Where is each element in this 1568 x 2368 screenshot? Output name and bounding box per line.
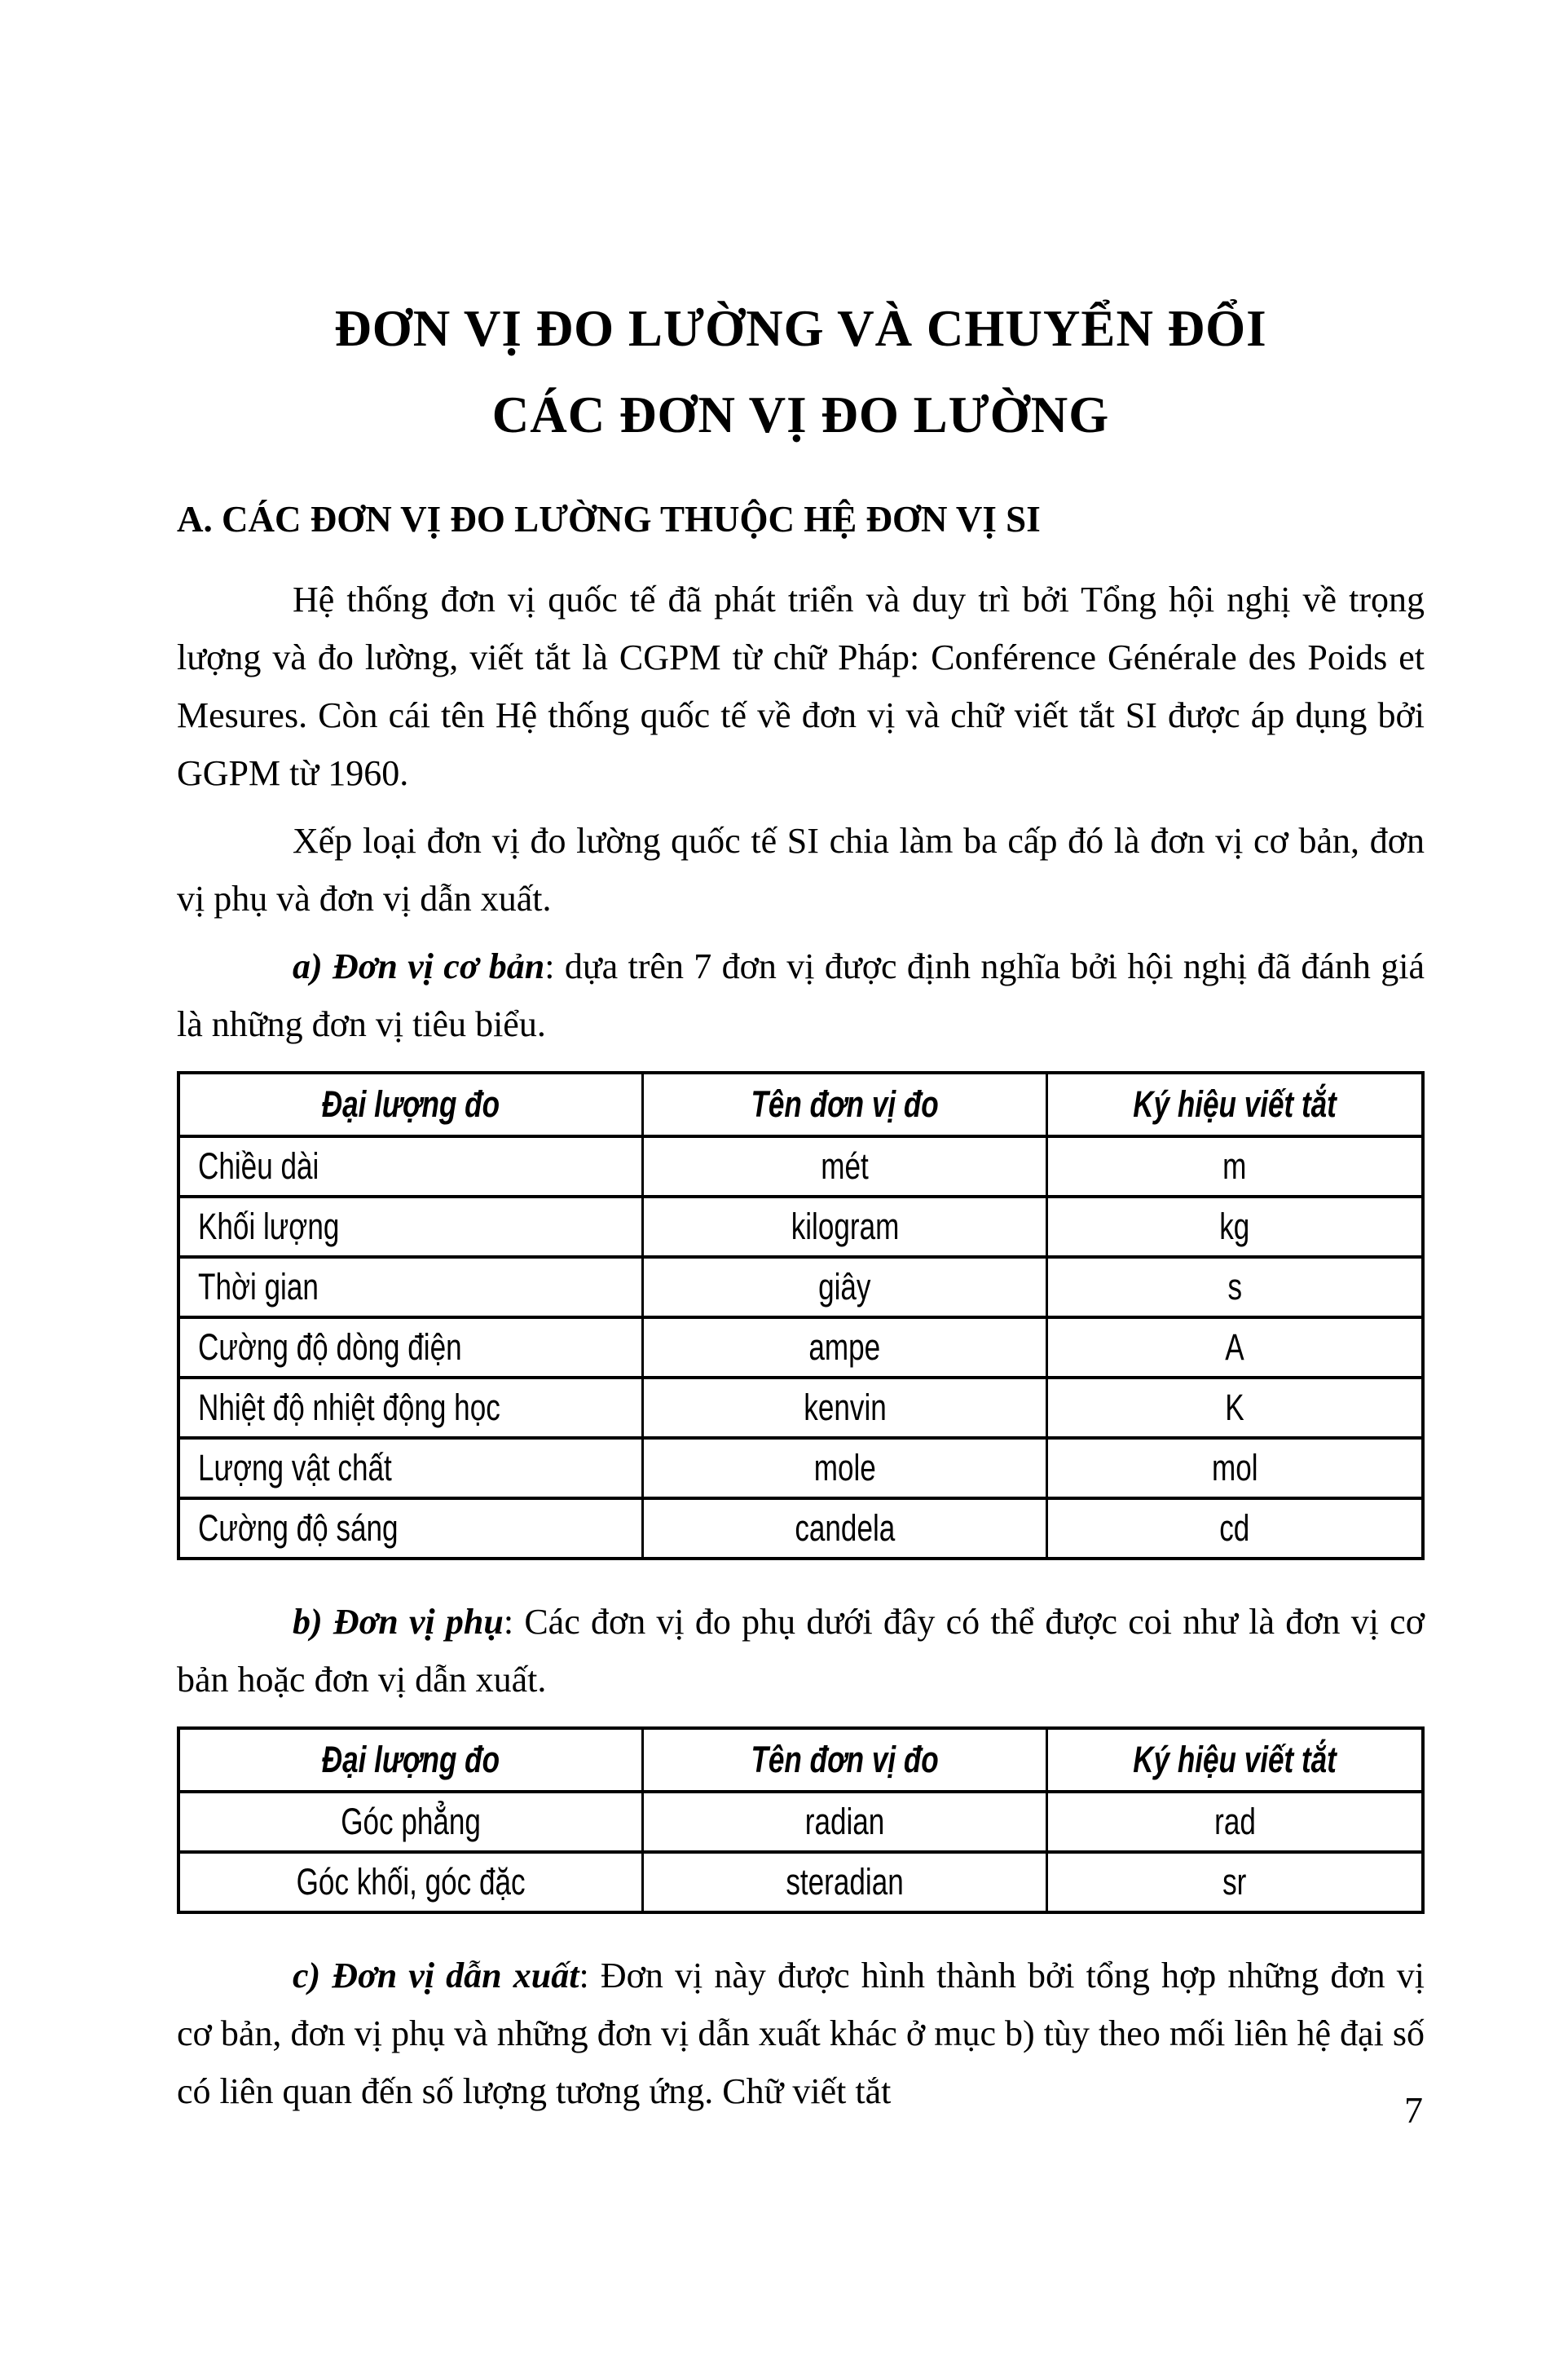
supplementary-units-table-header [178,1728,1423,1792]
cell-symbol: m [1047,1136,1423,1197]
cell-symbol: s [1047,1257,1423,1317]
table-row [178,1378,1423,1438]
cell-quantity: Góc khối, góc đặc [178,1852,643,1912]
cell-symbol: K [1047,1378,1423,1438]
paragraph-item-c [177,1947,1425,2120]
cell-quantity: Cường độ dòng điện [178,1317,643,1378]
table-header-row [178,1073,1423,1136]
cell-quantity: Chiều dài [178,1136,643,1197]
item-b-lead: b) Đơn vị phụ [293,1602,504,1642]
header-symbol: Ký hiệu viết tắt [1047,1073,1423,1136]
cell-symbol: cd [1047,1498,1423,1559]
table-row [178,1438,1423,1498]
paragraph-si-intro: Hệ thống đơn vị quốc tế đã phát triển và duy trì bởi Tổng hội nghị về trọng lượng và đo lường, viết tắt là CGPM từ chữ Pháp: Conférence Générale des Poids et Mesures. Còn cái tên Hệ thống quốc tế về đơn vị và chữ viết tắt SI được áp dụng bởi GGPM từ 1960. [177,580,1425,793]
table-row [178,1792,1423,1852]
table-row [178,1498,1423,1559]
cell-symbol: kg [1047,1197,1423,1257]
table-row [178,1852,1423,1912]
table-row [178,1197,1423,1257]
cell-quantity: Góc phẳng [178,1792,643,1852]
cell-unit-name: mét [643,1136,1047,1197]
header-unit-name: Tên đơn vị đo [643,1728,1047,1792]
cell-symbol: A [1047,1317,1423,1378]
header-unit-name: Tên đơn vị đo [643,1073,1047,1136]
paragraph-item-a [177,937,1425,1053]
cell-unit-name: steradian [643,1852,1047,1912]
table-row [178,1136,1423,1197]
cell-quantity: Lượng vật chất [178,1438,643,1498]
header-quantity: Đại lượng đo [178,1073,643,1136]
cell-unit-name: giây [643,1257,1047,1317]
supplementary-units-table [177,1726,1425,1914]
section-a-heading: A. CÁC ĐƠN VỊ ĐO LƯỜNG THUỘC HỆ ĐƠN VỊ SI [177,499,1041,540]
item-c-text: : Đơn vị này được hình thành bởi tổng hợp những đơn vị cơ bản, đơn vị phụ và những đơn vị dẫn xuất khác ở mục b) tùy theo mối liên hệ đại số có liên quan đến số lượng tương ứng. Chữ viết tắt [177,1956,1425,2111]
item-c-lead: c) Đơn vị dẫn xuất [293,1956,579,1995]
header-quantity: Đại lượng đo [178,1728,643,1792]
cell-unit-name: radian [643,1792,1047,1852]
paragraph-item-b [177,1593,1425,1709]
item-b-text: : Các đơn vị đo phụ dưới đây có thể được coi như là đơn vị cơ bản hoặc đơn vị dẫn xuất. [177,1602,1425,1700]
cell-unit-name: candela [643,1498,1047,1559]
page-title-line1: ĐƠN VỊ ĐO LƯỜNG VÀ CHUYỂN ĐỔI [334,300,1267,357]
cell-quantity: Cường độ sáng [178,1498,643,1559]
cell-unit-name: ampe [643,1317,1047,1378]
cell-symbol: sr [1047,1852,1423,1912]
cell-quantity: Khối lượng [178,1197,643,1257]
table-row [178,1257,1423,1317]
page-content [177,0,1425,2120]
paragraph-si-classification: Xếp loại đơn vị đo lường quốc tế SI chia làm ba cấp đó là đơn vị cơ bản, đơn vị phụ và đơn vị dẫn xuất. [177,821,1425,919]
cell-unit-name: kilogram [643,1197,1047,1257]
item-a-text: : dựa trên 7 đơn vị được định nghĩa bởi hội nghị đã đánh giá là những đơn vị tiêu biểu. [177,946,1425,1044]
cell-unit-name: kenvin [643,1378,1047,1438]
cell-quantity: Thời gian [178,1257,643,1317]
base-units-table [177,1071,1425,1560]
page-number: 7 [1404,2089,1423,2131]
table-row [178,1317,1423,1378]
table-header-row [178,1728,1423,1792]
base-units-table-header [178,1073,1423,1136]
page-title-line2: CÁC ĐƠN VỊ ĐO LƯỜNG [491,386,1110,443]
item-a-lead: a) Đơn vị cơ bản [293,946,545,986]
cell-quantity: Nhiệt độ nhiệt động học [178,1378,643,1438]
header-symbol: Ký hiệu viết tắt [1047,1728,1423,1792]
cell-symbol: rad [1047,1792,1423,1852]
cell-symbol: mol [1047,1438,1423,1498]
page-title [177,0,1425,458]
cell-unit-name: mole [643,1438,1047,1498]
